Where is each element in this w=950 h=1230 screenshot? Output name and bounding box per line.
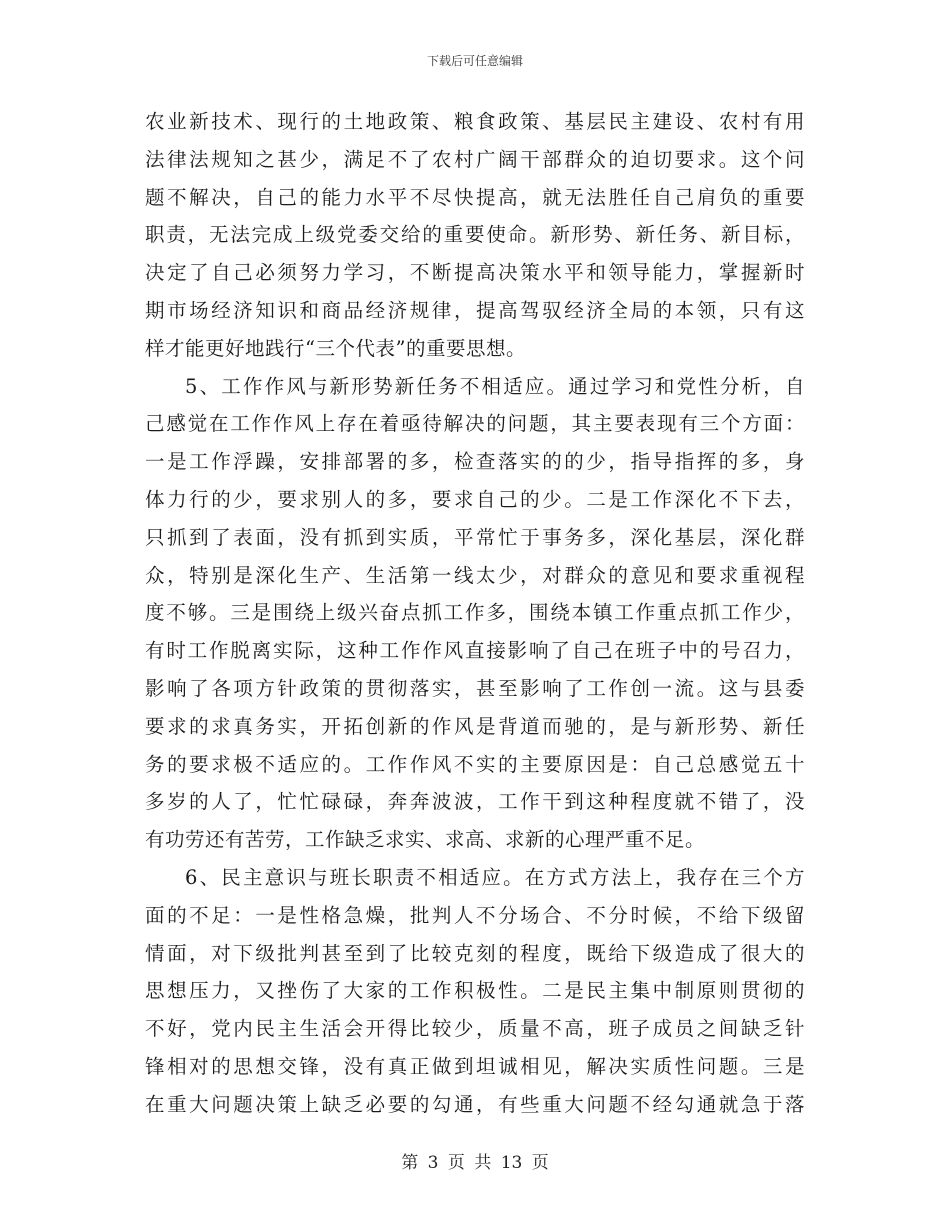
text-line: 决定了自己必须努力学习，不断提高决策水平和领导能力，掌握新时 [145, 261, 805, 285]
text-line: 农业新技术、现行的土地政策、粮食政策、基层民主建设、农村有用 [145, 110, 805, 133]
text-line: 样才能更好地践行“三个代表”的重要思想。 [145, 336, 526, 360]
text-line: 度不够。三是围绕上级兴奋点抓工作多，围绕本镇工作重点抓工作少， [145, 601, 805, 625]
text-line: 职责，无法完成上级党委交给的重要使命。新形势、新任务、新目标， [145, 223, 805, 247]
text-line: 思想压力，又挫伤了大家的工作积极性。二是民主集中制原则贯彻的 [145, 979, 805, 1003]
text-line: 要求的求真务实，开拓创新的作风是背道而驰的，是与新形势、新任 [145, 714, 805, 738]
text-line: 期市场经济知识和商品经济规律，提高驾驭经济全局的本领，只有这 [145, 298, 805, 322]
text-line: 体力行的少，要求别人的多，要求自己的少。二是工作深化不下去， [145, 487, 805, 511]
paragraph [145, 103, 805, 368]
text-line: 务的要求极不适应的。工作作风不实的主要原因是：自己总感觉五十 [145, 752, 805, 776]
paragraph [145, 859, 805, 1124]
text-line: 在重大问题决策上缺乏必要的勾通，有些重大问题不经勾通就急于落 [145, 1092, 805, 1116]
text-line: 众，特别是深化生产、生活第一线太少，对群众的意见和要求重视程 [145, 563, 805, 587]
text-line: 情面，对下级批判甚至到了比较克刻的程度，既给下级造成了很大的 [145, 941, 805, 965]
text-line: 法律法规知之甚少，满足不了农村广阔干部群众的迫切要求。这个问 [145, 147, 805, 171]
text-line: 多岁的人了，忙忙碌碌，奔奔波波，工作干到这种程度就不错了，没 [145, 790, 805, 814]
document-body [145, 103, 805, 1124]
text-line: 影响了各项方针政策的贯彻落实，甚至影响了工作创一流。这与县委 [145, 676, 805, 700]
text-line: 5、工作作风与新形势新任务不相适应。通过学习和党性分析，自 [185, 374, 805, 398]
page-footer: 第 3 页 共 13 页 [401, 1153, 549, 1173]
text-line: 只抓到了表面，没有抓到实质，平常忙于事务多，深化基层，深化群 [145, 525, 805, 549]
text-line: 题不解决，自己的能力水平不尽快提高，就无法胜任自己肩负的重要 [145, 185, 805, 209]
text-line: 一是工作浮躁，安排部署的多，检查落实的的少，指导指挥的多，身 [145, 450, 805, 474]
text-line: 不好，党内民主生活会开得比较少，质量不高，班子成员之间缺乏针 [145, 1017, 805, 1041]
text-line: 面的不足：一是性格急燥，批判人不分场合、不分时候，不给下级留 [145, 903, 805, 927]
text-line: 6、民主意识与班长职责不相适应。在方式方法上，我存在三个方 [185, 865, 805, 889]
paragraph [145, 368, 805, 859]
text-line: 有功劳还有苦劳，工作缺乏求实、求高、求新的心理严重不足。 [145, 828, 706, 852]
page-header: 下载后可任意编辑 [426, 54, 523, 68]
text-line: 锋相对的思想交锋，没有真正做到坦诚相见，解决实质性问题。三是 [145, 1054, 805, 1078]
text-line: 己感觉在工作作风上存在着亟待解决的问题，其主要表现有三个方面： [145, 412, 805, 436]
text-line: 有时工作脱离实际，这种工作作风直接影响了自己在班子中的号召力， [145, 639, 805, 663]
